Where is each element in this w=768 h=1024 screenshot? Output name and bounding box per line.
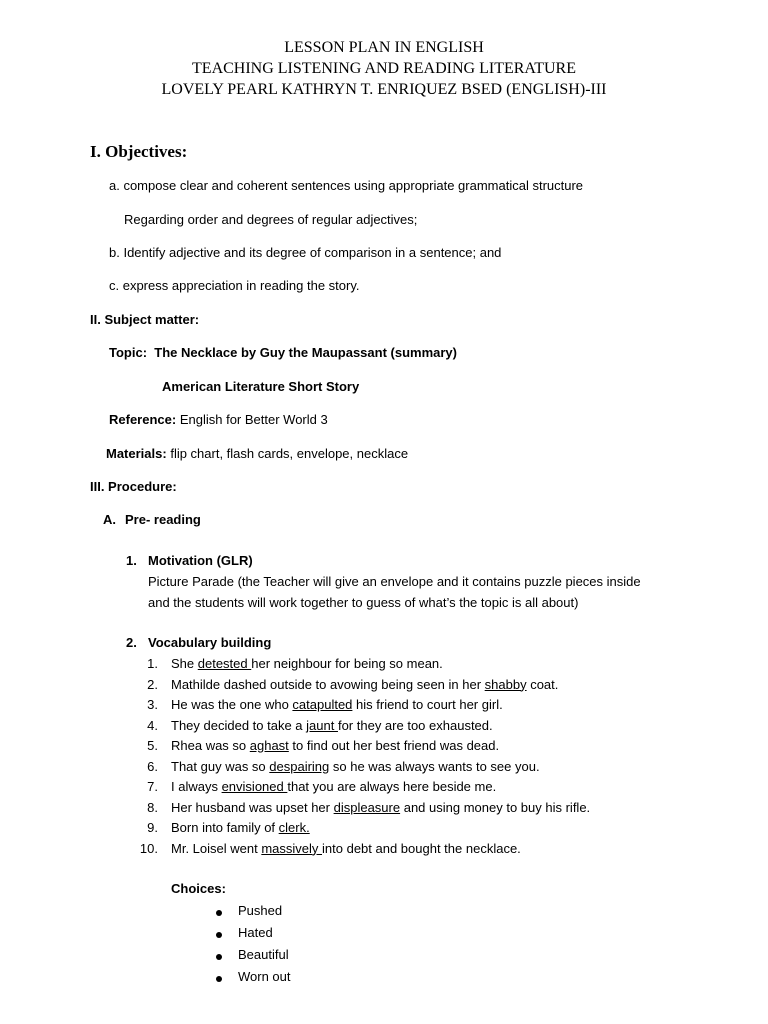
vocab-text: That guy was so — [171, 758, 270, 774]
objective-b: b. Identify adjective and its degree of comparison in a sentence; and — [109, 245, 502, 260]
vocab-item-number: 8. — [147, 799, 158, 815]
objective-a-continued: Regarding order and degrees of regular adjectives; — [124, 212, 418, 227]
vocab-item-number: 2. — [147, 676, 158, 692]
vocab-text: She — [171, 656, 198, 671]
vocab-text: his friend to court her girl. — [352, 697, 503, 712]
vocab-text: coat. — [526, 676, 559, 692]
objective-c: c. express appreciation in reading the story. — [109, 278, 360, 293]
doc-author: LOVELY PEARL KATHRYN T. ENRIQUEZ BSED (ENGLISH)-III — [161, 81, 607, 98]
vocab-item-number: 4. — [147, 717, 158, 733]
vocab-word: displeasure — [333, 799, 401, 815]
subject-heading: II. Subject matter: — [90, 312, 200, 327]
topic-line — [109, 345, 457, 360]
materials-label: Materials: — [106, 446, 167, 461]
materials-line — [106, 446, 408, 461]
vocab-word: aghast — [249, 738, 289, 753]
motivation-title: Motivation (GLR) — [148, 553, 253, 568]
reference-value: English for Better World 3 — [179, 412, 328, 427]
vocab-title: Vocabulary building — [148, 635, 272, 650]
vocab-text: I always — [171, 779, 222, 794]
vocab-text: that you are always here beside me. — [287, 779, 497, 794]
motivation-number: 1. — [126, 553, 137, 568]
vocab-text: He was the one who — [171, 697, 293, 712]
reference-label: Reference: — [109, 412, 177, 427]
vocab-text: so he was always wants to see you. — [329, 758, 540, 774]
vocab-text: Her husband was upset her — [171, 799, 334, 815]
topic-label: Topic: — [109, 345, 148, 360]
vocab-item-number: 6. — [147, 758, 158, 774]
vocab-word: clerk. — [278, 820, 310, 835]
pre-reading-title: Pre- reading — [125, 512, 201, 527]
procedure-heading: III. Procedure: — [90, 479, 177, 494]
topic-value: The Necklace by Guy the Maupassant (summary) — [154, 345, 457, 360]
vocab-item-number: 7. — [147, 779, 158, 794]
motivation-text-2: and the students will work together to guess of what’s the topic is all about) — [148, 595, 579, 610]
vocab-item-number: 9. — [147, 820, 158, 835]
vocab-text: They decided to take a — [171, 717, 307, 733]
bullet-icon — [216, 910, 222, 916]
reference-line — [109, 412, 328, 427]
vocab-text: into debt and bought the necklace. — [322, 840, 521, 856]
vocab-text: for they are too exhausted. — [337, 717, 493, 733]
doc-title: LESSON PLAN IN ENGLISH — [284, 39, 484, 56]
choice-item: Hated — [238, 925, 273, 940]
vocab-word: shabby — [484, 676, 527, 692]
choice-item: Beautiful — [238, 947, 289, 962]
choice-item: Worn out — [238, 969, 291, 984]
vocab-item-number: 5. — [147, 738, 158, 753]
vocab-item-number: 10. — [139, 840, 158, 856]
choices-label: Choices: — [171, 881, 226, 896]
vocab-item-number: 3. — [147, 697, 158, 712]
bullet-icon — [216, 976, 222, 982]
motivation-text-1: Picture Parade (the Teacher will give an envelope and it contains puzzle pieces inside — [148, 574, 641, 589]
vocab-text: Born into family of — [171, 820, 279, 835]
vocab-word: catapulted — [292, 697, 353, 712]
vocab-word: envisioned — [221, 779, 288, 794]
vocab-word: detested — [197, 656, 252, 671]
vocab-text: and using money to buy his rifle. — [400, 799, 591, 815]
vocab-number: 2. — [126, 635, 137, 650]
vocab-text: Mathilde dashed outside to avowing being seen in her — [171, 676, 485, 692]
bullet-icon — [216, 932, 222, 938]
vocab-word: despairing — [269, 758, 330, 774]
topic-subtitle: American Literature Short Story — [162, 379, 360, 394]
pre-reading-label: A. — [103, 512, 116, 527]
bullet-icon — [216, 954, 222, 960]
vocab-text: Mr. Loisel went — [171, 840, 262, 856]
vocab-word: jaunt — [306, 717, 338, 733]
vocab-item-number: 1. — [147, 656, 158, 671]
vocab-text: her neighbour for being so mean. — [251, 656, 443, 671]
objective-a: a. compose clear and coherent sentences using appropriate grammatical structure — [109, 178, 584, 193]
vocab-word: massively — [261, 840, 323, 856]
doc-subtitle: TEACHING LISTENING AND READING LITERATURE — [192, 60, 576, 77]
vocab-text: Rhea was so — [171, 738, 250, 753]
materials-value: flip chart, flash cards, envelope, necklace — [170, 446, 409, 461]
vocab-text: to find out her best friend was dead. — [288, 738, 500, 753]
vocab-list — [0, 656, 768, 861]
objectives-heading: I. Objectives: — [90, 142, 188, 161]
choice-item: Pushed — [238, 903, 283, 918]
